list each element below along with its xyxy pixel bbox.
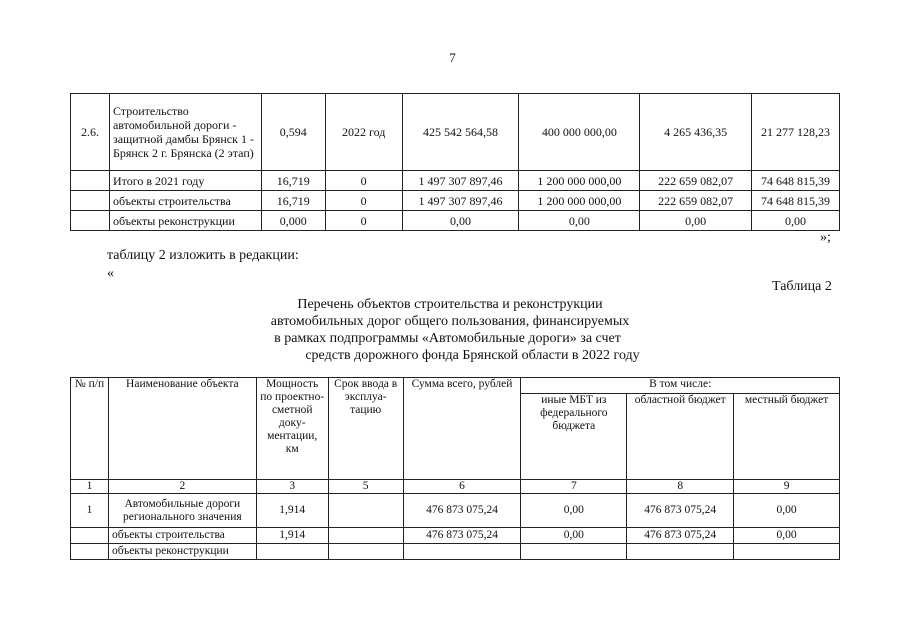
cell-no bbox=[71, 211, 110, 231]
cell-regional: 0,00 bbox=[640, 211, 752, 231]
table-heading bbox=[0, 296, 905, 364]
cell-no bbox=[71, 544, 109, 560]
cell-name: Строительство автомобильной дороги - защитной дамбы Брянск 1 - Брянск 2 г. Брянска (2 этап) bbox=[109, 94, 261, 171]
closing-mark: »; bbox=[820, 230, 831, 245]
cell-year bbox=[328, 544, 403, 560]
table-caption: Таблица 2 bbox=[772, 279, 832, 294]
cell-local: 0,00 bbox=[752, 211, 840, 231]
table-row bbox=[71, 494, 840, 528]
cell-capacity: 16,719 bbox=[261, 191, 325, 211]
cell-name: объекты строительства bbox=[108, 528, 256, 544]
column-number: 6 bbox=[403, 480, 521, 494]
table-row bbox=[71, 211, 840, 231]
header-including: В том числе: bbox=[521, 378, 840, 394]
cell-total: 476 873 075,24 bbox=[403, 494, 521, 528]
cell-total: 0,00 bbox=[402, 211, 519, 231]
cell-no bbox=[71, 171, 110, 191]
cell-no bbox=[71, 528, 109, 544]
cell-federal: 0,00 bbox=[519, 211, 640, 231]
cell-total bbox=[403, 544, 521, 560]
header-capacity: Мощность по проектно-сметной доку-ментации, км bbox=[256, 378, 328, 480]
cell-total: 425 542 564,58 bbox=[402, 94, 519, 171]
column-number: 7 bbox=[521, 480, 627, 494]
table-row bbox=[71, 544, 840, 560]
cell-no bbox=[71, 191, 110, 211]
column-number: 5 bbox=[328, 480, 403, 494]
heading-line: автомобильных дорог общего пользования, финансируемых bbox=[270, 314, 630, 329]
instruction-text: таблицу 2 изложить в редакции: bbox=[107, 248, 299, 263]
header-local: местный бюджет bbox=[734, 394, 840, 480]
cell-total: 1 497 307 897,46 bbox=[402, 171, 519, 191]
cell-name: Итого в 2021 году bbox=[109, 171, 261, 191]
table-row bbox=[71, 528, 840, 544]
cell-year bbox=[328, 494, 403, 528]
cell-local: 74 648 815,39 bbox=[752, 171, 840, 191]
cell-local bbox=[734, 544, 840, 560]
cell-capacity bbox=[256, 544, 328, 560]
header-federal: иные МБТ из федерального бюджета bbox=[521, 394, 627, 480]
cell-federal: 0,00 bbox=[521, 494, 627, 528]
header-year: Срок ввода в эксплуа-тацию bbox=[328, 378, 403, 480]
cell-total: 1 497 307 897,46 bbox=[402, 191, 519, 211]
cell-no: 1 bbox=[71, 494, 109, 528]
cell-name: объекты реконструкции bbox=[108, 544, 256, 560]
cell-name: Автомобильные дороги регионального значения bbox=[108, 494, 256, 528]
column-number: 1 bbox=[71, 480, 109, 494]
column-number-row bbox=[71, 480, 840, 494]
table-row bbox=[71, 94, 840, 171]
cell-regional: 4 265 436,35 bbox=[640, 94, 752, 171]
heading-line: в рамках подпрограммы «Автомобильные дороги» за счет bbox=[274, 331, 621, 346]
header-regional: областной бюджет bbox=[627, 394, 734, 480]
table-row bbox=[71, 191, 840, 211]
open-quote: « bbox=[107, 266, 114, 281]
cell-federal bbox=[521, 544, 627, 560]
table-2 bbox=[70, 377, 840, 560]
cell-capacity: 1,914 bbox=[256, 494, 328, 528]
header-total: Сумма всего, рублей bbox=[403, 378, 521, 480]
cell-local: 74 648 815,39 bbox=[752, 191, 840, 211]
cell-year: 0 bbox=[325, 171, 402, 191]
cell-local: 0,00 bbox=[734, 528, 840, 544]
cell-capacity: 16,719 bbox=[261, 171, 325, 191]
cell-regional bbox=[627, 544, 734, 560]
header-no: № п/п bbox=[71, 378, 109, 480]
cell-capacity: 1,914 bbox=[256, 528, 328, 544]
page-number: 7 bbox=[449, 50, 456, 65]
column-number: 9 bbox=[734, 480, 840, 494]
cell-local: 0,00 bbox=[734, 494, 840, 528]
cell-name: объекты строительства bbox=[109, 191, 261, 211]
cell-capacity: 0,000 bbox=[261, 211, 325, 231]
header-name: Наименование объекта bbox=[108, 378, 256, 480]
cell-capacity: 0,594 bbox=[261, 94, 325, 171]
cell-federal: 400 000 000,00 bbox=[519, 94, 640, 171]
cell-name: объекты реконструкции bbox=[109, 211, 261, 231]
cell-regional: 476 873 075,24 bbox=[627, 494, 734, 528]
column-number: 2 bbox=[108, 480, 256, 494]
cell-regional: 476 873 075,24 bbox=[627, 528, 734, 544]
cell-federal: 1 200 000 000,00 bbox=[519, 191, 640, 211]
table-row bbox=[71, 171, 840, 191]
column-number: 8 bbox=[627, 480, 734, 494]
cell-total: 476 873 075,24 bbox=[403, 528, 521, 544]
cell-regional: 222 659 082,07 bbox=[640, 191, 752, 211]
cell-local: 21 277 128,23 bbox=[752, 94, 840, 171]
header-row bbox=[71, 378, 840, 394]
cell-no: 2.6. bbox=[71, 94, 110, 171]
column-number: 3 bbox=[256, 480, 328, 494]
cell-year: 0 bbox=[325, 191, 402, 211]
cell-regional: 222 659 082,07 bbox=[640, 171, 752, 191]
heading-line: Перечень объектов строительства и реконструкции bbox=[297, 297, 603, 312]
cell-federal: 0,00 bbox=[521, 528, 627, 544]
cell-federal: 1 200 000 000,00 bbox=[519, 171, 640, 191]
cell-year: 0 bbox=[325, 211, 402, 231]
cell-year: 2022 год bbox=[325, 94, 402, 171]
cell-year bbox=[328, 528, 403, 544]
table-1 bbox=[70, 93, 840, 231]
heading-line: средств дорожного фонда Брянской области в 2022 году bbox=[305, 348, 640, 363]
